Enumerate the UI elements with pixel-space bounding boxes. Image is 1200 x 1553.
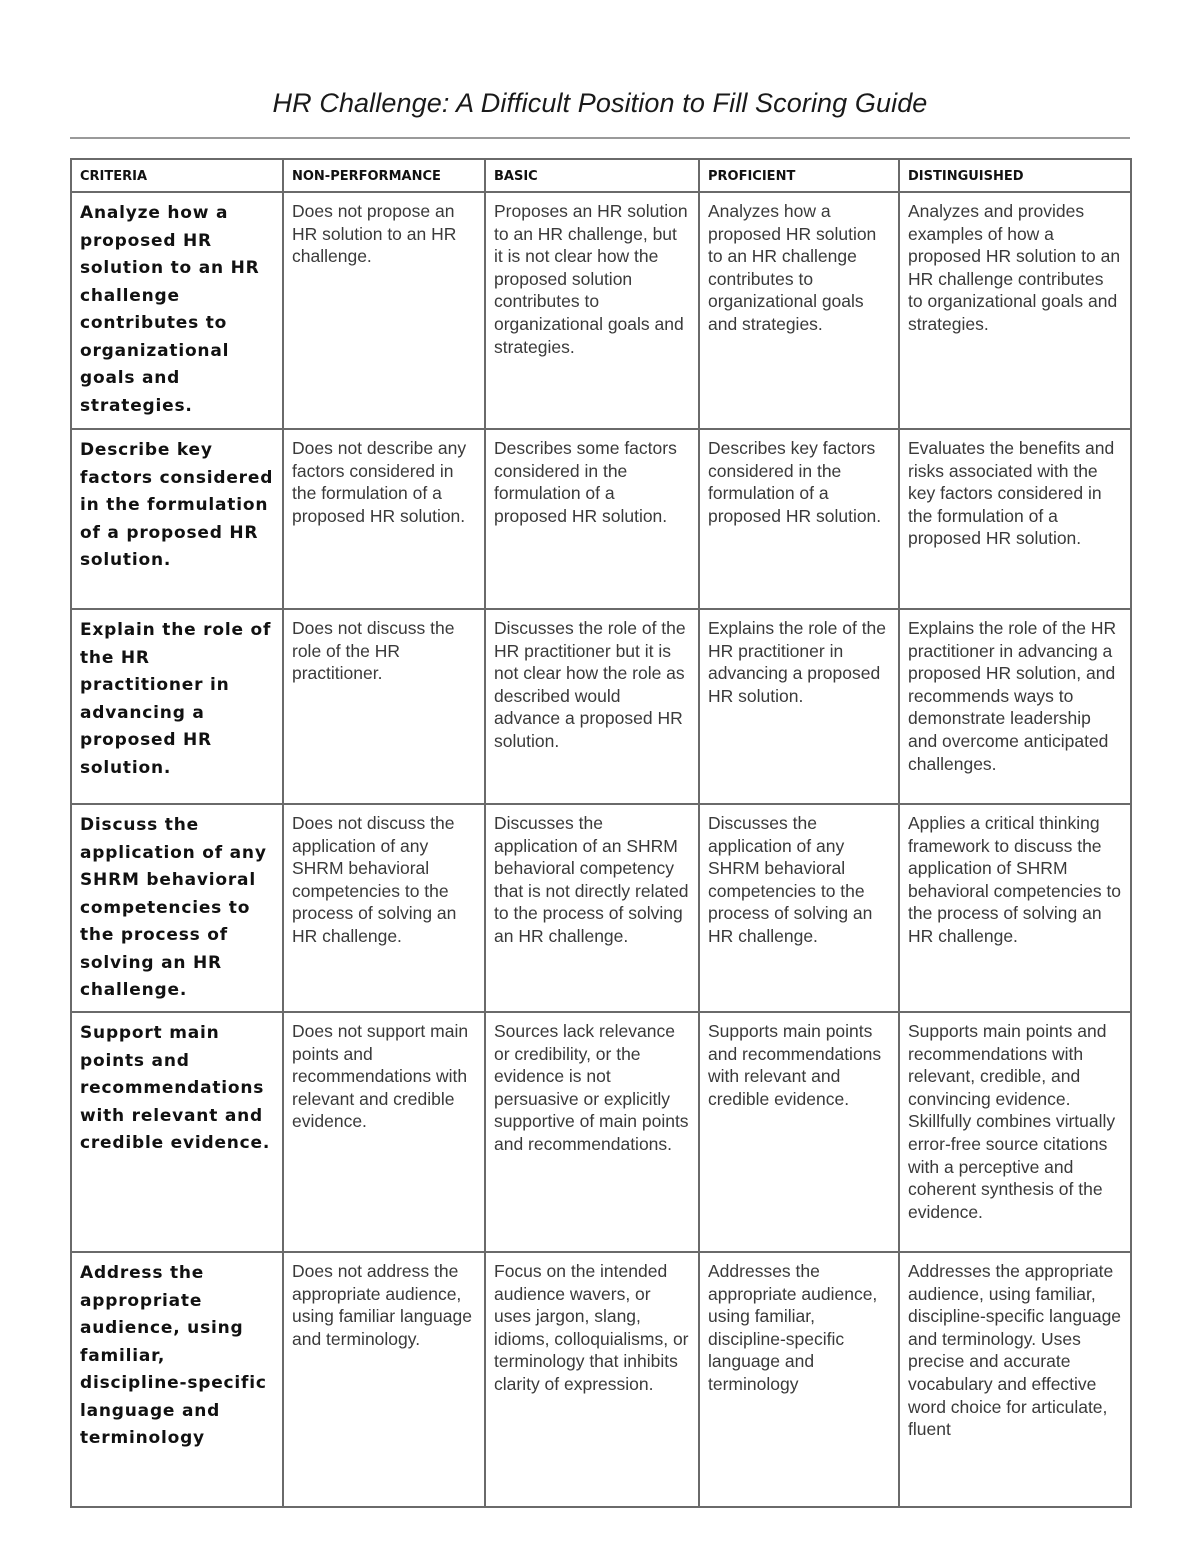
non-performance-cell: Does not describe any factors considered in the formulation of a proposed HR solution. bbox=[283, 429, 485, 609]
basic-cell: Sources lack relevance or credibility, or the evidence is not persuasive or explicitly supportive of main points and recommendations. bbox=[485, 1012, 699, 1252]
non-performance-cell: Does not discuss the application of any SHRM behavioral competencies to the process of solving an HR challenge. bbox=[283, 804, 485, 1012]
non-performance-cell: Does not address the appropriate audience, using familiar language and terminology. bbox=[283, 1252, 485, 1507]
proficient-cell: Addresses the appropriate audience, using familiar, discipline-specific language and terminology bbox=[699, 1252, 899, 1507]
criteria-cell: Support main points and recommendations with relevant and credible evidence. bbox=[71, 1012, 283, 1252]
non-performance-cell: Does not propose an HR solution to an HR challenge. bbox=[283, 192, 485, 429]
header-criteria: CRITERIA bbox=[71, 159, 283, 192]
proficient-cell: Analyzes how a proposed HR solution to an HR challenge contributes to organizational goals and strategies. bbox=[699, 192, 899, 429]
table-row bbox=[71, 192, 1131, 429]
scoring-guide-table bbox=[70, 158, 1132, 1508]
table-row bbox=[71, 804, 1131, 1012]
distinguished-cell: Explains the role of the HR practitioner in advancing a proposed HR solution, and recommends ways to demonstrate leadership and overcome anticipated challenges. bbox=[899, 609, 1131, 804]
table-header-row bbox=[71, 159, 1131, 192]
distinguished-cell: Evaluates the benefits and risks associated with the key factors considered in the formulation of a proposed HR solution. bbox=[899, 429, 1131, 609]
criteria-cell: Explain the role of the HR practitioner in advancing a proposed HR solution. bbox=[71, 609, 283, 804]
distinguished-cell: Addresses the appropriate audience, using familiar, discipline-specific language and terminology. Uses precise and accurate vocabulary and effective word choice for articulate, fluent bbox=[899, 1252, 1131, 1507]
criteria-cell: Address the appropriate audience, using familiar, discipline-specific language and terminology bbox=[71, 1252, 283, 1507]
basic-cell: Describes some factors considered in the formulation of a proposed HR solution. bbox=[485, 429, 699, 609]
basic-cell: Focus on the intended audience wavers, or uses jargon, slang, idioms, colloquialisms, or terminology that inhibits clarity of expression. bbox=[485, 1252, 699, 1507]
distinguished-cell: Analyzes and provides examples of how a proposed HR solution to an HR challenge contributes to organizational goals and strategies. bbox=[899, 192, 1131, 429]
table-row bbox=[71, 1012, 1131, 1252]
basic-cell: Proposes an HR solution to an HR challenge, but it is not clear how the proposed solution contributes to organizational goals and strategies. bbox=[485, 192, 699, 429]
basic-cell: Discusses the role of the HR practitioner but it is not clear how the role as described would advance a proposed HR solution. bbox=[485, 609, 699, 804]
title-divider bbox=[70, 137, 1130, 139]
criteria-cell: Discuss the application of any SHRM behavioral competencies to the process of solving an HR challenge. bbox=[71, 804, 283, 1012]
proficient-cell: Describes key factors considered in the formulation of a proposed HR solution. bbox=[699, 429, 899, 609]
header-proficient: PROFICIENT bbox=[699, 159, 899, 192]
proficient-cell: Discusses the application of any SHRM behavioral competencies to the process of solving an HR challenge. bbox=[699, 804, 899, 1012]
non-performance-cell: Does not support main points and recommendations with relevant and credible evidence. bbox=[283, 1012, 485, 1252]
header-distinguished: DISTINGUISHED bbox=[899, 159, 1131, 192]
non-performance-cell: Does not discuss the role of the HR practitioner. bbox=[283, 609, 485, 804]
basic-cell: Discusses the application of an SHRM behavioral competency that is not directly related to the process of solving an HR challenge. bbox=[485, 804, 699, 1012]
distinguished-cell: Applies a critical thinking framework to discuss the application of SHRM behavioral competencies to the process of solving an HR challenge. bbox=[899, 804, 1131, 1012]
distinguished-cell: Supports main points and recommendations with relevant, credible, and convincing evidence. Skillfully combines virtually error-free source citations with a perceptive and coherent synthesis of the evidence. bbox=[899, 1012, 1131, 1252]
table-row bbox=[71, 609, 1131, 804]
proficient-cell: Supports main points and recommendations with relevant and credible evidence. bbox=[699, 1012, 899, 1252]
document-title: HR Challenge: A Difficult Position to Fill Scoring Guide bbox=[272, 88, 928, 118]
proficient-cell: Explains the role of the HR practitioner in advancing a proposed HR solution. bbox=[699, 609, 899, 804]
criteria-cell: Analyze how a proposed HR solution to an HR challenge contributes to organizational goals and strategies. bbox=[71, 192, 283, 429]
header-basic: BASIC bbox=[485, 159, 699, 192]
table-row bbox=[71, 1252, 1131, 1507]
header-non-performance: NON-PERFORMANCE bbox=[283, 159, 485, 192]
table-row bbox=[71, 429, 1131, 609]
criteria-cell: Describe key factors considered in the formulation of a proposed HR solution. bbox=[71, 429, 283, 609]
